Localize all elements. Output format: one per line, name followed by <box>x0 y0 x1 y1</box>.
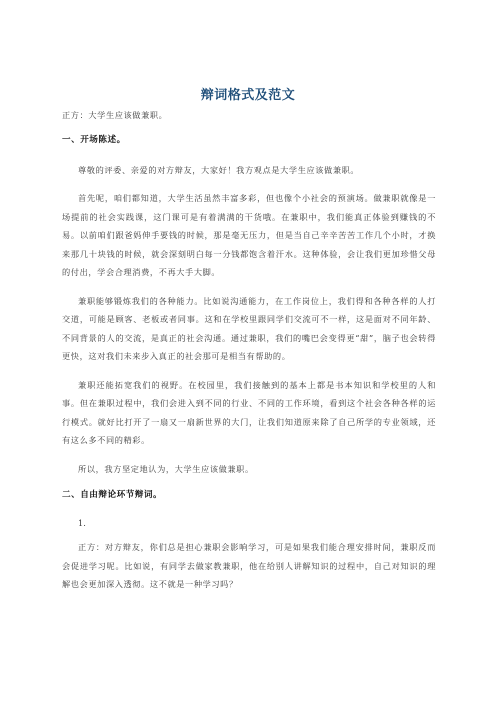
section-heading-opening: 一、开场陈述。 <box>62 134 126 145</box>
position-statement: 正方：大学生应该做兼职。 <box>62 110 168 120</box>
paragraph-conclusion: 所以，我方坚定地认为，大学生应该做兼职。 <box>78 463 254 474</box>
document-body <box>62 106 436 604</box>
document-title: 辩词格式及范文 <box>200 88 296 103</box>
paragraph-social-practice: 首先呢，咱们都知道，大学生活虽然丰富多彩，但也像个小社会的预演场。做兼职就像是一场提前的社会实践课，这门课可是有着满满的干货哦。在兼职中，我们能真正体验到赚钱的不易。以前咱们跟爸妈伸手要钱的时候，那是毫无压力，但是当自己辛辛苦苦工作几个小时，才换来那几十块钱的时候，就会深刻明白每一分钱都饱含着汗水。这种体验，会让我们更加珍惜父母的付出，学会合理消费，不再大手大脚。 <box>62 193 436 277</box>
paragraph-free-debate-1: 正方：对方辩友，你们总是担心兼职会影响学习，可是如果我们能合理安排时间，兼职反而会促进学习呢。比如说，有同学去做家教兼职，他在给别人讲解知识的过程中，自己对知识的理解也会更加深入透彻。这不就是一种学习吗？ <box>62 542 436 589</box>
paragraph-greeting: 尊敬的评委、亲爱的对方辩友，大家好！我方观点是大学生应该做兼职。 <box>78 164 360 175</box>
paragraph-abilities: 兼职能够锻炼我们的各种能力。比如说沟通能力，在工作岗位上，我们得和各种各样的人打交道，可能是顾客、老板或者同事。这和在学校里跟同学们交流可不一样，这是面对不同年龄、不同背景的人的交流，是真正的社会沟通。通过兼职，我们的嘴巴会变得更“甜”，脑子也会转得更快，这对我们未来步入真正的社会那可是相当有帮助的。 <box>62 295 436 361</box>
item-number: 1. <box>78 518 86 528</box>
paragraph-horizons: 兼职还能拓宽我们的视野。在校园里，我们接触到的基本上都是书本知识和学校里的人和事。但在兼职过程中，我们会进入到不同的行业、不同的工作环境，看到这个社会各种各样的运行模式。就好比打开了一扇又一扇新世界的大门，让我们知道原来除了自己所学的专业领域，还有这么多不同的精彩。 <box>62 379 436 445</box>
section-heading-free-debate: 二、自由辩论环节辩词。 <box>62 490 163 500</box>
